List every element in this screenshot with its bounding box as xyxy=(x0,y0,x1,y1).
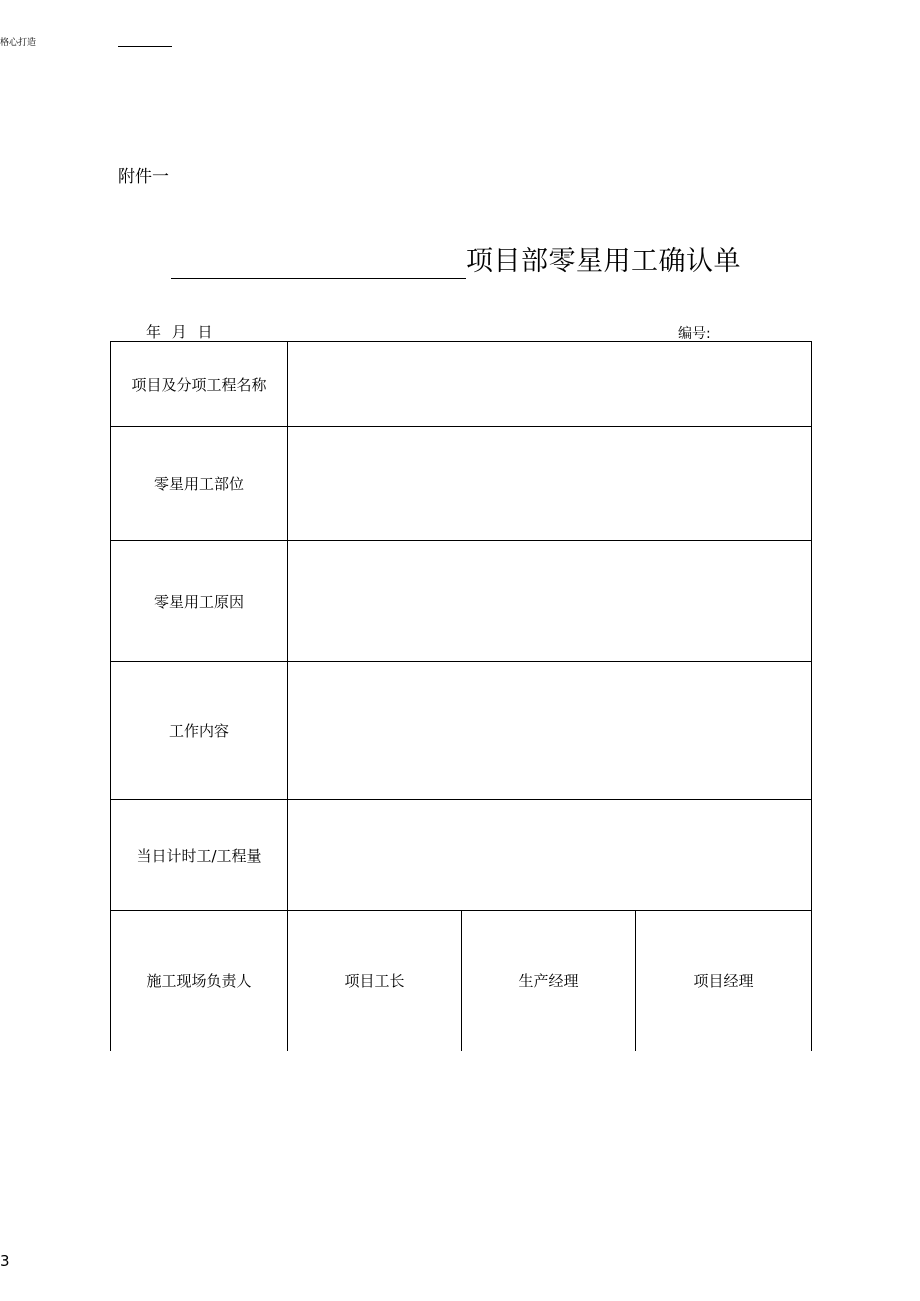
form-label-daily-hours: 当日计时工/工程量 xyxy=(111,800,288,911)
form-label-project-name: 项目及分项工程名称 xyxy=(111,342,288,427)
form-value-daily-hours[interactable] xyxy=(288,800,812,911)
signature-project-manager[interactable]: 项目经理 xyxy=(636,911,812,1051)
title-blank-field[interactable] xyxy=(171,248,466,279)
form-label-work-content: 工作内容 xyxy=(111,662,288,800)
signature-row xyxy=(111,911,812,1051)
form-row-work-reason xyxy=(111,541,812,662)
page-number: 3 xyxy=(0,1252,10,1270)
form-row-work-location xyxy=(111,427,812,541)
date-label: 年 月 日 xyxy=(146,323,213,341)
header-rule xyxy=(118,46,172,47)
form-value-project-name[interactable] xyxy=(288,342,812,427)
form-value-work-location[interactable] xyxy=(288,427,812,541)
number-label: 编号: xyxy=(678,326,711,342)
form-label-work-reason: 零星用工原因 xyxy=(111,541,288,662)
signature-foreman[interactable]: 项目工长 xyxy=(288,911,462,1051)
form-label-work-location: 零星用工部位 xyxy=(111,427,288,541)
form-value-work-content[interactable] xyxy=(288,662,812,800)
signature-production-manager[interactable]: 生产经理 xyxy=(462,911,636,1051)
title-text: 项目部零星用工确认单 xyxy=(466,246,741,277)
form-value-work-reason[interactable] xyxy=(288,541,812,662)
confirmation-form-table xyxy=(110,341,812,1051)
signature-site-manager[interactable]: 施工现场负责人 xyxy=(111,911,288,1051)
form-row-daily-hours xyxy=(111,800,812,911)
document-title xyxy=(171,245,741,279)
attachment-label: 附件一 xyxy=(118,167,169,187)
header-tag: 格心打造 xyxy=(0,38,37,48)
form-row-work-content xyxy=(111,662,812,800)
form-row-project-name xyxy=(111,342,812,427)
